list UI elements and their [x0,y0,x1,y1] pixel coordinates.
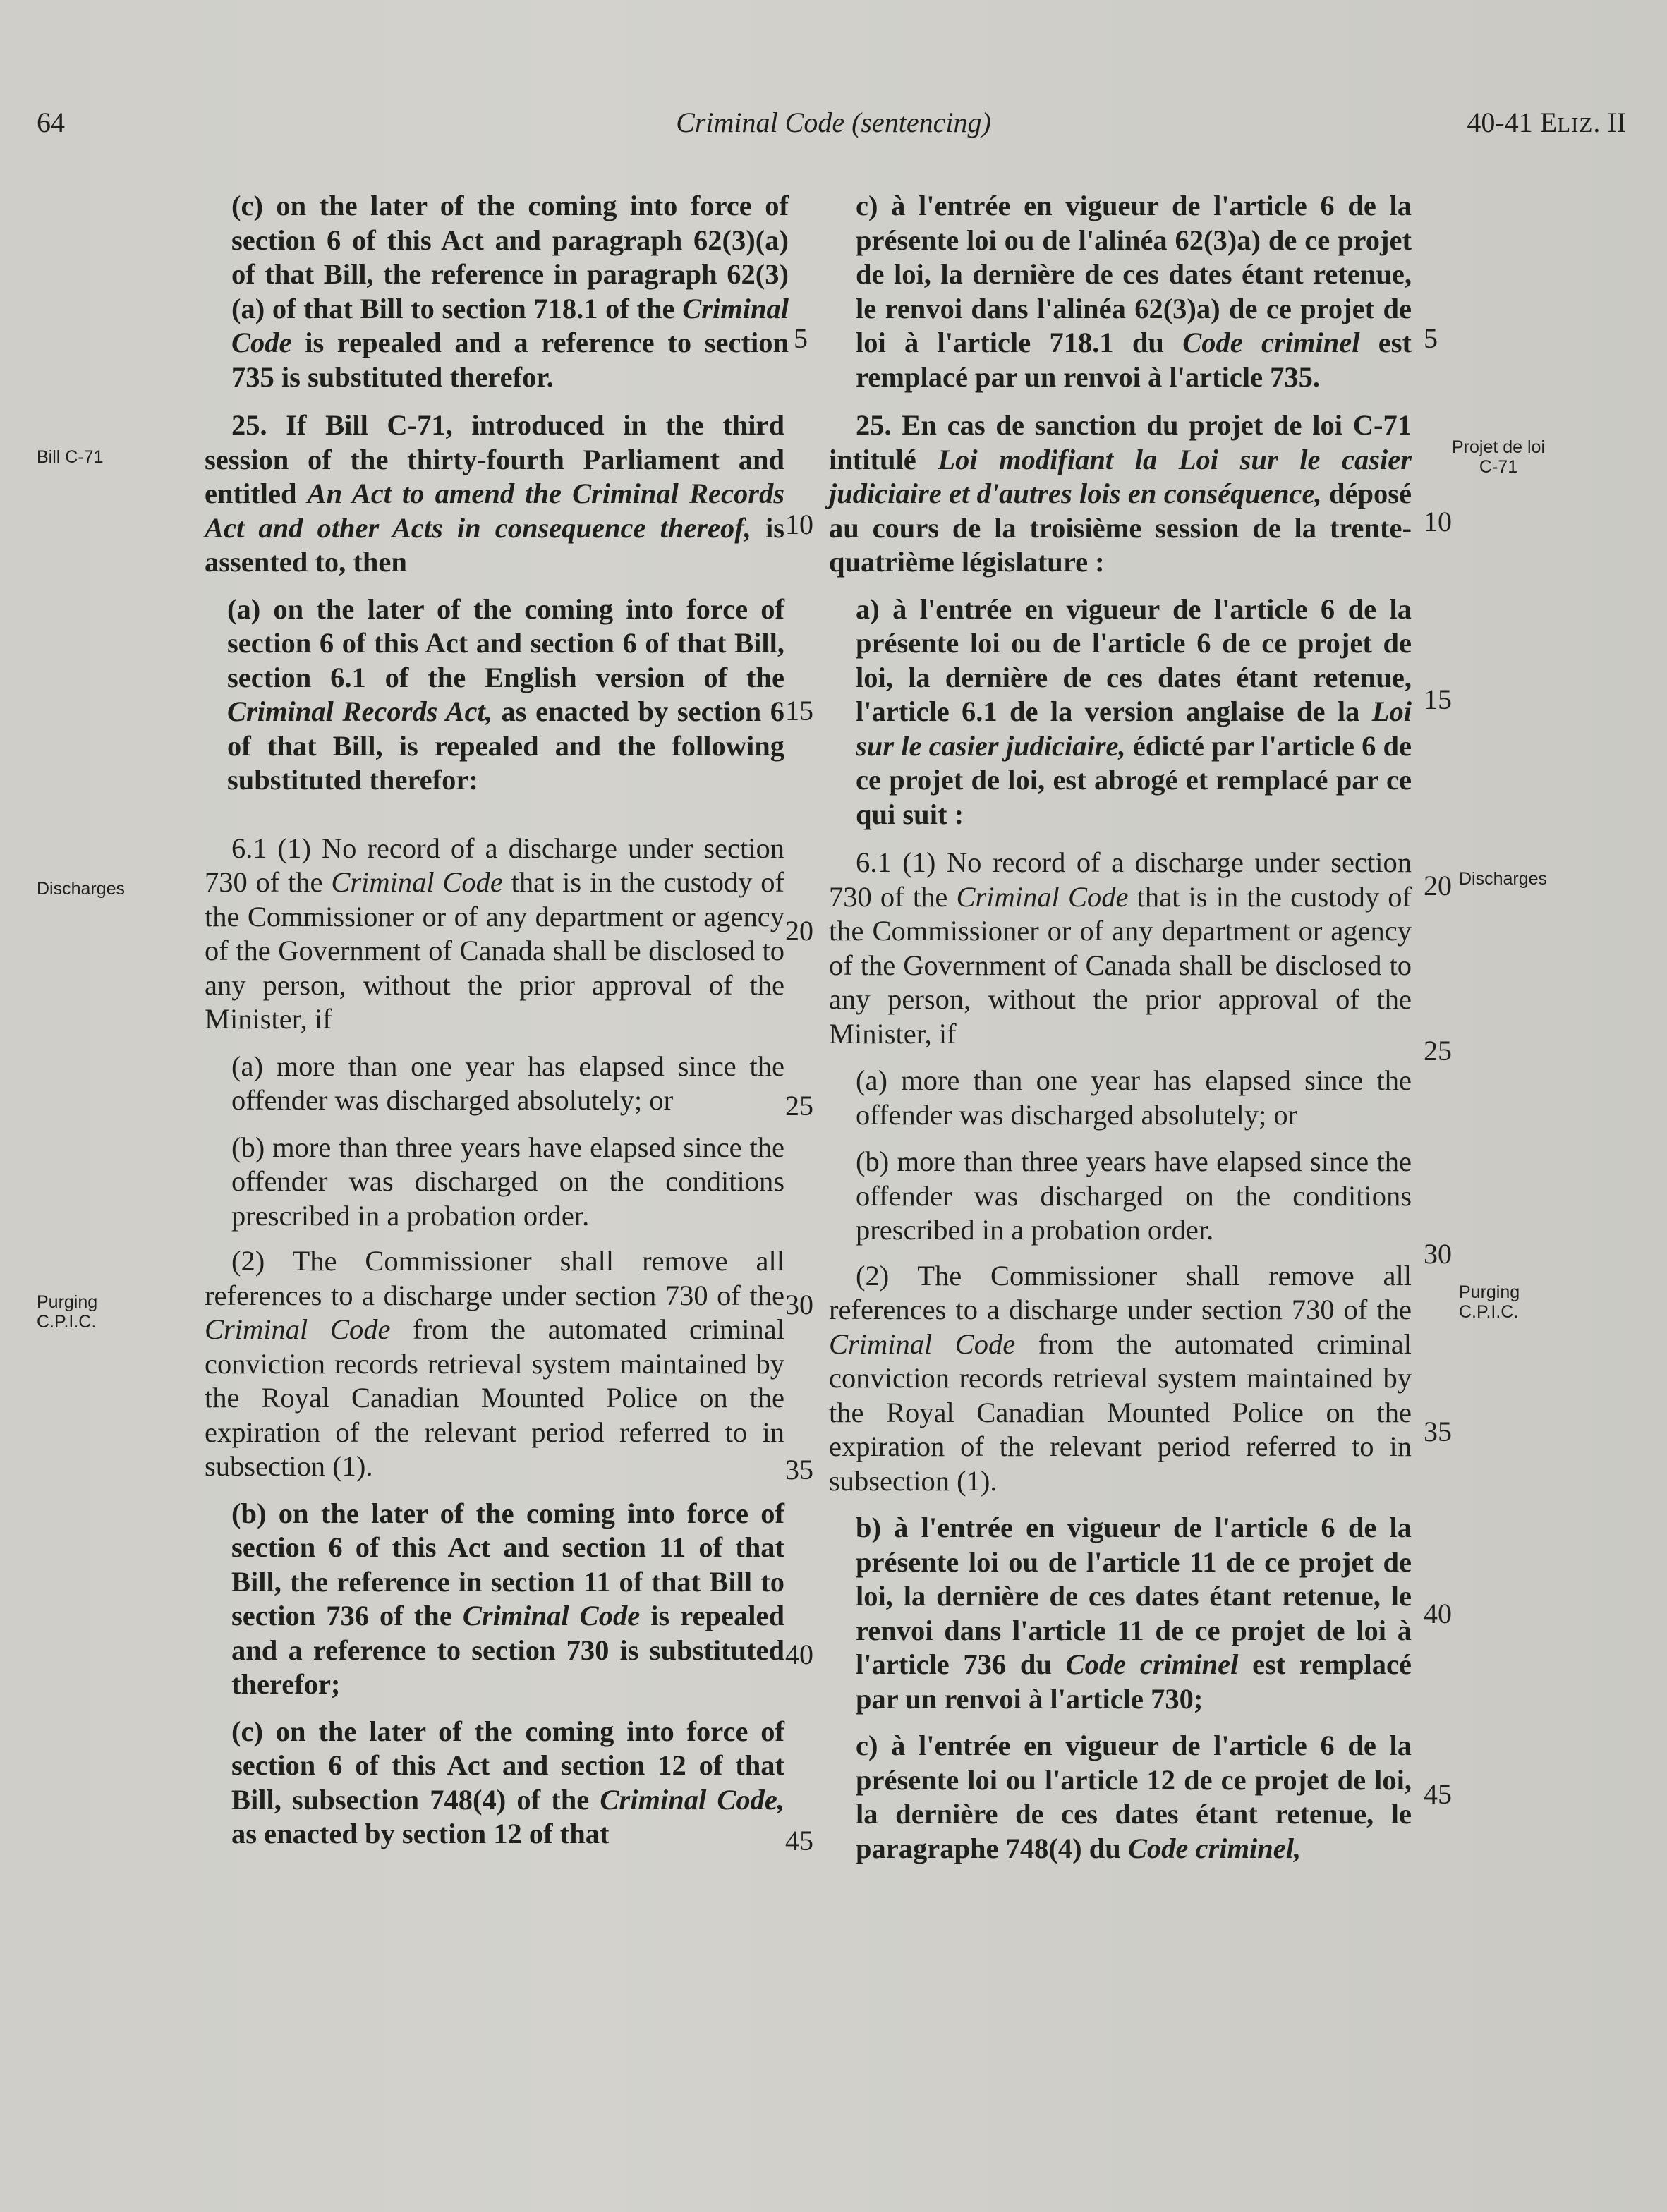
margin-note-discharges: Discharges [37,879,126,899]
margin-note-bill-c71: Bill C-71 [37,447,104,467]
running-title: Criminal Code (sentencing) [676,107,991,138]
en-paragraph-c: (c) on the later of the coming into force of section 6 of this Act and paragraph 62(3)(a) of that Bill, the reference in paragraph 62(3)(a) of that Bill to section 718.1 of the Criminal Code is repealed and a reference to section 735 is substituted therefor. [231,190,789,393]
en-paragraph-c-2: (c) on the later of the coming into force of section 6 of this Act and section 12 of that Bill, subsection 748(4) of the Criminal Code, as enacted by section 12 of that [231,1715,784,1849]
english-column [205,189,789,1852]
fr-paragraph-a: a) à l'entrée en vigueur de l'article 6 de la présente loi ou de l'article 6 de ce projet de loi, la dernière de ces dates étant retenue, l'article 6.1 de la version anglaise de la Loi sur le casier judiciaire, édicté par l'article 6 de ce projet de loi, est abrogé et remplacé par ce qui suit : [856,592,1412,830]
en-section-6-1: 6.1 (1) No record of a discharge under section 730 of the Criminal Code that is in the custody of the Commissioner or of any department or agency of the Government of Canada shall be disclosed to any person, without the prior approval of the Minister, if [205,832,785,1035]
line-number: 45 [785,1825,813,1857]
line-number: 30 [1424,1238,1452,1270]
line-number: 20 [1424,870,1452,901]
line-number: 40 [785,1639,813,1670]
line-number: 25 [1424,1035,1452,1066]
line-number: 35 [1424,1416,1452,1447]
margin-note-discharges-fr: Discharges [1459,869,1548,889]
line-number: 10 [785,509,813,540]
en-item-b: (b) more than three years have elapsed since the offender was discharged on the conditions prescribed in a probation order. [231,1131,784,1232]
en-item-a: (a) more than one year has elapsed since the offender was discharged absolutely; or [231,1050,784,1116]
fr-subsection-2: (2) The Commissioner shall remove all references to a discharge under section 730 of the Criminal Code from the automated criminal conviction records retrieval system maintained by the Royal Canadian Mounted Police on the expiration of the relevant period referred to in subsection (1). [829,1259,1412,1497]
margin-note-purging: Purging C.P.I.C. [37,1292,98,1332]
regnal-year: 40-41 ELIZ. II [1467,107,1626,138]
french-column [829,189,1412,1866]
line-number: 15 [785,695,813,727]
en-section-25: 25. If Bill C-71, introduced in the third session of the thirty-fourth Parliament and entitled An Act to amend the Criminal Records Act and other Acts in consequence thereof, is assented to, then [205,409,784,578]
en-paragraph-a: (a) on the later of the coming into force of section 6 of this Act and section 6 of that Bill, section 6.1 of the English version of the Criminal Records Act, as enacted by section 6 of that Bill, is repealed and the following substituted therefor: [227,592,784,796]
page-number: 64 [37,107,65,138]
fr-paragraph-c: c) à l'entrée en vigueur de l'article 6 de la présente loi ou de l'alinéa 62(3)a) de ce projet de loi, la dernière de ces dates étant retenue, le renvoi dans l'alinéa 62(3)a) de ce projet de loi à l'article 718.1 du Code criminel est remplacé par un renvoi à l'article 735. [856,190,1412,393]
fr-item-a: (a) more than one year has elapsed since the offender was discharged absolutely; or [856,1064,1412,1131]
line-number: 45 [1424,1778,1452,1810]
fr-item-b: (b) more than three years have elapsed since the offender was discharged on the conditions prescribed in a probation order. [856,1146,1412,1246]
line-number: 25 [785,1090,813,1122]
line-number: 15 [1424,683,1452,715]
fr-section-6-1: 6.1 (1) No record of a discharge under section 730 of the Criminal Code that is in the custody of the Commissioner or of any department or agency of the Government of Canada shall be disclosed to any person, without the prior approval of the Minister, if [829,846,1412,1050]
en-subsection-2: (2) The Commissioner shall remove all references to a discharge under section 730 of the Criminal Code from the automated criminal conviction records retrieval system maintained by the Royal Canadian Mounted Police on the expiration of the relevant period referred to in subsection (1). [205,1245,784,1482]
fr-paragraph-b: b) à l'entrée en vigueur de l'article 6 de la présente loi ou de l'article 11 de ce projet de loi, la dernière de ces dates étant retenue, le renvoi dans l'article 11 de ce projet de loi à l'article 736 du Code criminel est remplacé par un renvoi à l'article 730; [856,1512,1412,1715]
line-number: 5 [794,322,808,354]
line-number: 5 [1424,322,1438,354]
line-number: 30 [785,1289,813,1320]
line-number: 40 [1424,1598,1452,1629]
margin-note-purging-fr: Purging C.P.I.C. [1459,1282,1520,1322]
line-number: 35 [785,1454,813,1485]
line-number: 10 [1424,506,1452,537]
fr-section-25: 25. En cas de sanction du projet de loi C-71 intitulé Loi modifiant la Loi sur le casier judiciaire et d'autres lois en conséquence, déposé au cours de la troisième session de la trente-quatrième législature : [829,409,1412,578]
margin-note-projet-de-loi: Projet de loi C-71 [1452,437,1546,477]
fr-paragraph-c-2: c) à l'entrée en vigueur de l'article 6 de la présente loi ou l'article 12 de ce projet de loi, la dernière de ces dates étant retenue, le paragraphe 748(4) du Code criminel, [856,1730,1412,1864]
en-paragraph-b: (b) on the later of the coming into force of section 6 of this Act and section 11 of that Bill, the reference in section 11 of that Bill to section 736 of the Criminal Code is repealed and a reference to section 730 is substituted therefor; [231,1497,784,1700]
line-number: 20 [785,915,813,947]
